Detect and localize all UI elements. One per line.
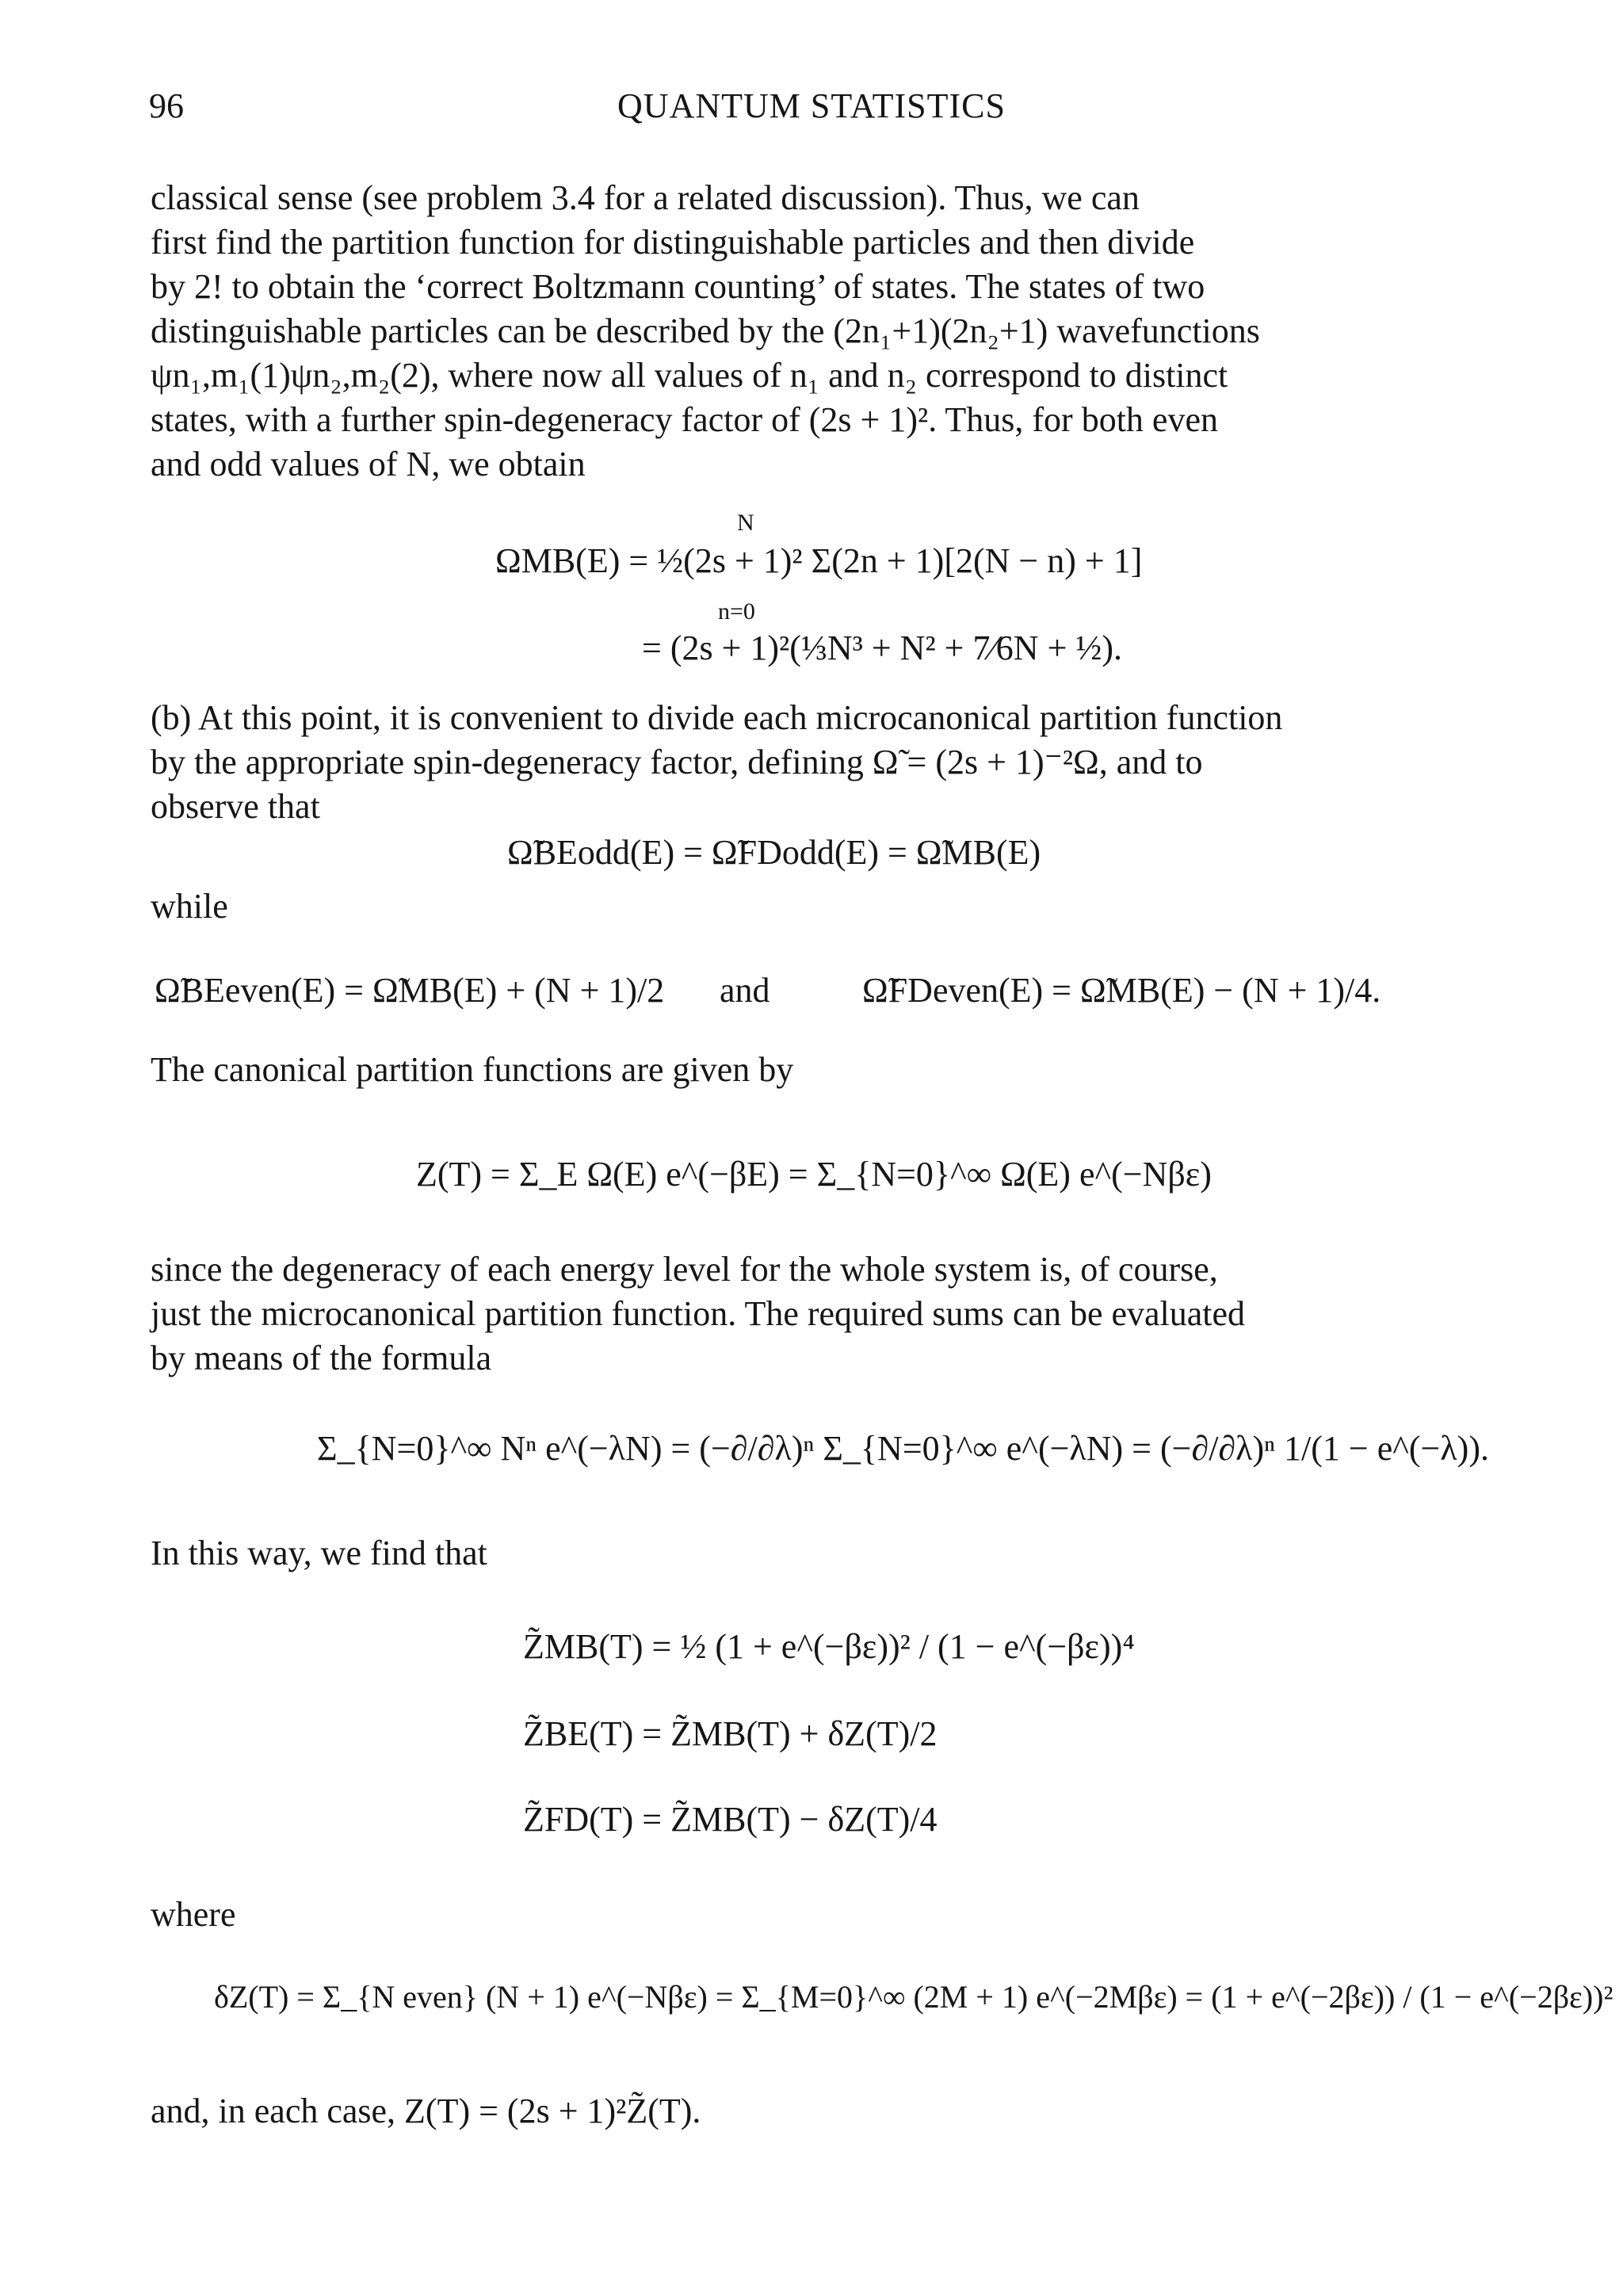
text-line: and odd values of N, we obtain	[151, 445, 586, 483]
text-line: while	[151, 887, 228, 926]
text-line: by means of the formula	[151, 1339, 492, 1377]
text-line: (b) At this point, it is convenient to divide each microcanonical partition function	[151, 698, 1283, 737]
text-line: classical sense (see problem 3.4 for a related discussion). Thus, we can	[151, 178, 1140, 217]
sum-lower-limit: n=0	[718, 598, 755, 625]
text-line: first find the partition function for distinguishable particles and then divide	[151, 223, 1195, 262]
equation-omega-mb: ΩMB(E) = ½(2s + 1)² Σ(2n + 1)[2(N − n) + 1]	[495, 541, 1143, 580]
text-line: by the appropriate spin-degeneracy factor, defining Ω̃ = (2s + 1)⁻²Ω, and to	[151, 743, 1203, 781]
equation-z-fd: Z̃FD(T) = Z̃MB(T) − δZ(T)/4	[523, 1800, 938, 1839]
sum-upper-limit: N	[737, 510, 754, 536]
page-number: 96	[149, 86, 184, 125]
equation-odd: Ω̃BEodd(E) = Ω̃FDodd(E) = Ω̃MB(E)	[507, 833, 1041, 872]
text-line: by 2! to obtain the ‘correct Boltzmann counting’ of states. The states of two	[151, 267, 1205, 306]
text-line: observe that	[151, 787, 320, 826]
page-header	[0, 86, 1623, 133]
text-line: where	[151, 1895, 236, 1934]
equation-delta-z: δZ(T) = Σ_{N even} (N + 1) e^(−Nβε) = Σ_{M=0}^∞ (2M + 1) e^(−2Mβε) = (1 + e^(−2βε)) / (1 − e^(−2βε))²	[214, 1979, 1613, 2015]
equation-z-be: Z̃BE(T) = Z̃MB(T) + δZ(T)/2	[523, 1714, 938, 1753]
text-line: ψn₁,m₁(1)ψn₂,m₂(2), where now all values of n₁ and n₂ correspond to distinct	[151, 356, 1228, 395]
text-line: just the microcanonical partition function. The required sums can be evaluated	[151, 1294, 1246, 1333]
equation-even-fd: Ω̃FDeven(E) = Ω̃MB(E) − (N + 1)/4.	[862, 971, 1381, 1010]
text-line: and, in each case, Z(T) = (2s + 1)²Z̃(T).	[151, 2092, 701, 2130]
text-line: since the degeneracy of each energy level for the whole system is, of course,	[151, 1250, 1218, 1289]
equation-sum-formula: Σ_{N=0}^∞ Nⁿ e^(−λN) = (−∂/∂λ)ⁿ Σ_{N=0}^∞ e^(−λN) = (−∂/∂λ)ⁿ 1/(1 − e^(−λ)).	[317, 1429, 1489, 1468]
running-head: QUANTUM STATISTICS	[617, 86, 1006, 125]
equation-even-be: Ω̃BEeven(E) = Ω̃MB(E) + (N + 1)/2	[155, 971, 665, 1010]
text-line: states, with a further spin-degeneracy factor of (2s + 1)². Thus, for both even	[151, 400, 1218, 439]
text-line: The canonical partition functions are given by	[151, 1050, 794, 1089]
equation-partition-function: Z(T) = Σ_E Ω(E) e^(−βE) = Σ_{N=0}^∞ Ω(E) e^(−Nβε)	[416, 1155, 1212, 1194]
text-line: distinguishable particles can be described by the (2n₁+1)(2n₂+1) wavefunctions	[151, 311, 1260, 350]
equation-and: and	[720, 971, 770, 1010]
equation-omega-mb-result: = (2s + 1)²(⅓N³ + N² + 7⁄6N + ½).	[642, 628, 1123, 667]
equation-z-mb: Z̃MB(T) = ½ (1 + e^(−βε))² / (1 − e^(−βε))⁴	[523, 1627, 1135, 1666]
text-line: In this way, we find that	[151, 1534, 487, 1572]
